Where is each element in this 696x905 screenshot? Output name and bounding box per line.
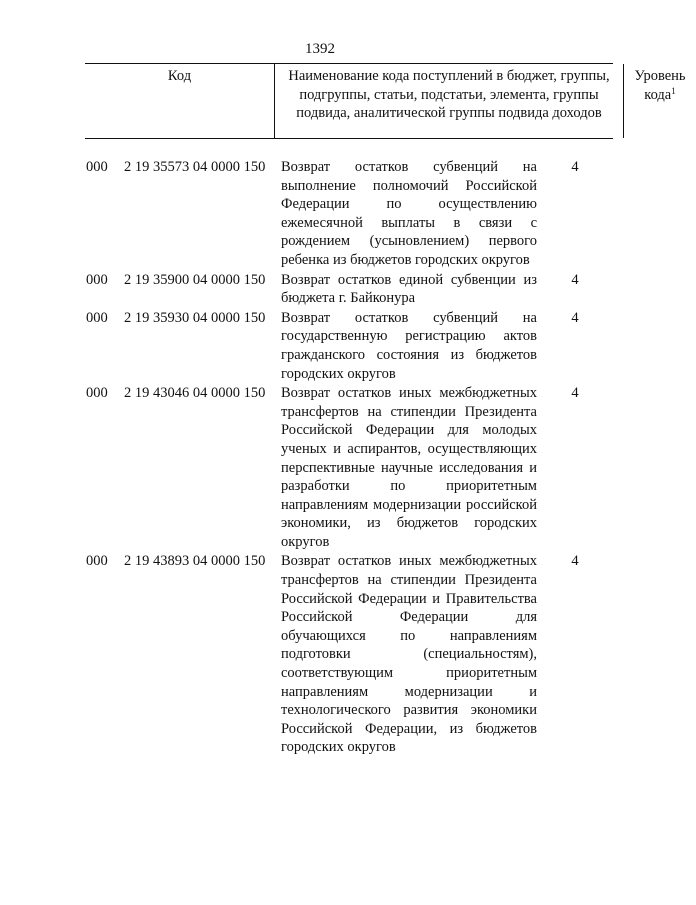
row-name: Возврат остатков субвенций на выполнение полномочий Российской Федерации по осуществлению ежемесячной выплаты в связи с рождением (усыновлением) первого ребенка из бюджетов городских округов	[281, 159, 537, 268]
row-prefix: 000	[86, 159, 108, 175]
row-name: Возврат остатков единой субвенции из бюджета г. Байконура	[281, 271, 537, 307]
header-level	[624, 64, 696, 138]
row-code: 2 19 43893 04 0000 150	[124, 553, 266, 570]
header-level-label: Уровень кода	[634, 68, 686, 103]
table-row	[0, 271, 640, 308]
table-row	[0, 158, 640, 270]
row-code: 2 19 35900 04 0000 150	[124, 271, 266, 288]
row-prefix: 000	[86, 553, 108, 570]
header-level-footnote: 1	[671, 85, 676, 96]
table-body	[0, 158, 640, 757]
row-level: 4	[571, 159, 579, 175]
header-code: Код	[85, 64, 275, 138]
header-name: Наименование кода поступлений в бюджет, группы, подгруппы, статьи, подстатьи, элемента, группы подвида, аналитической группы подвида доходов	[275, 64, 624, 138]
table-header	[85, 63, 686, 139]
table-row	[0, 309, 640, 383]
page-number: 1392	[305, 41, 335, 57]
row-name: Возврат остатков иных межбюджетных трансфертов на стипендии Президента Российской Федерации и Правительства Российской Федерации для обучающихся по направлениям подготовки (специальностям), соответствующим приоритетным направлениям модернизации и технологического развития экономики Российской Федерации, из бюджетов городских округов	[281, 553, 537, 756]
table-row	[0, 552, 640, 757]
row-prefix: 000	[86, 385, 108, 402]
row-level: 4	[571, 385, 579, 402]
row-code: 2 19 35573 04 0000 150	[124, 159, 266, 175]
row-prefix: 000	[86, 271, 108, 288]
row-level: 4	[571, 271, 579, 288]
row-level: 4	[571, 309, 579, 326]
row-code: 2 19 35930 04 0000 150	[124, 309, 266, 326]
row-level: 4	[571, 553, 579, 570]
row-name: Возврат остатков иных межбюджетных трансфертов на стипендии Президента Российской Федерации для молодых ученых и аспирантов, осуществляющих перспективные научные исследования и разработки по приоритетным направлениям модернизации российской экономики, из бюджетов городских округов	[281, 385, 537, 550]
row-code: 2 19 43046 04 0000 150	[124, 385, 266, 402]
row-name: Возврат остатков субвенций на государственную регистрацию актов гражданского состояния из бюджетов городских округов	[281, 309, 537, 382]
table-row	[0, 384, 640, 551]
row-prefix: 000	[86, 309, 108, 326]
